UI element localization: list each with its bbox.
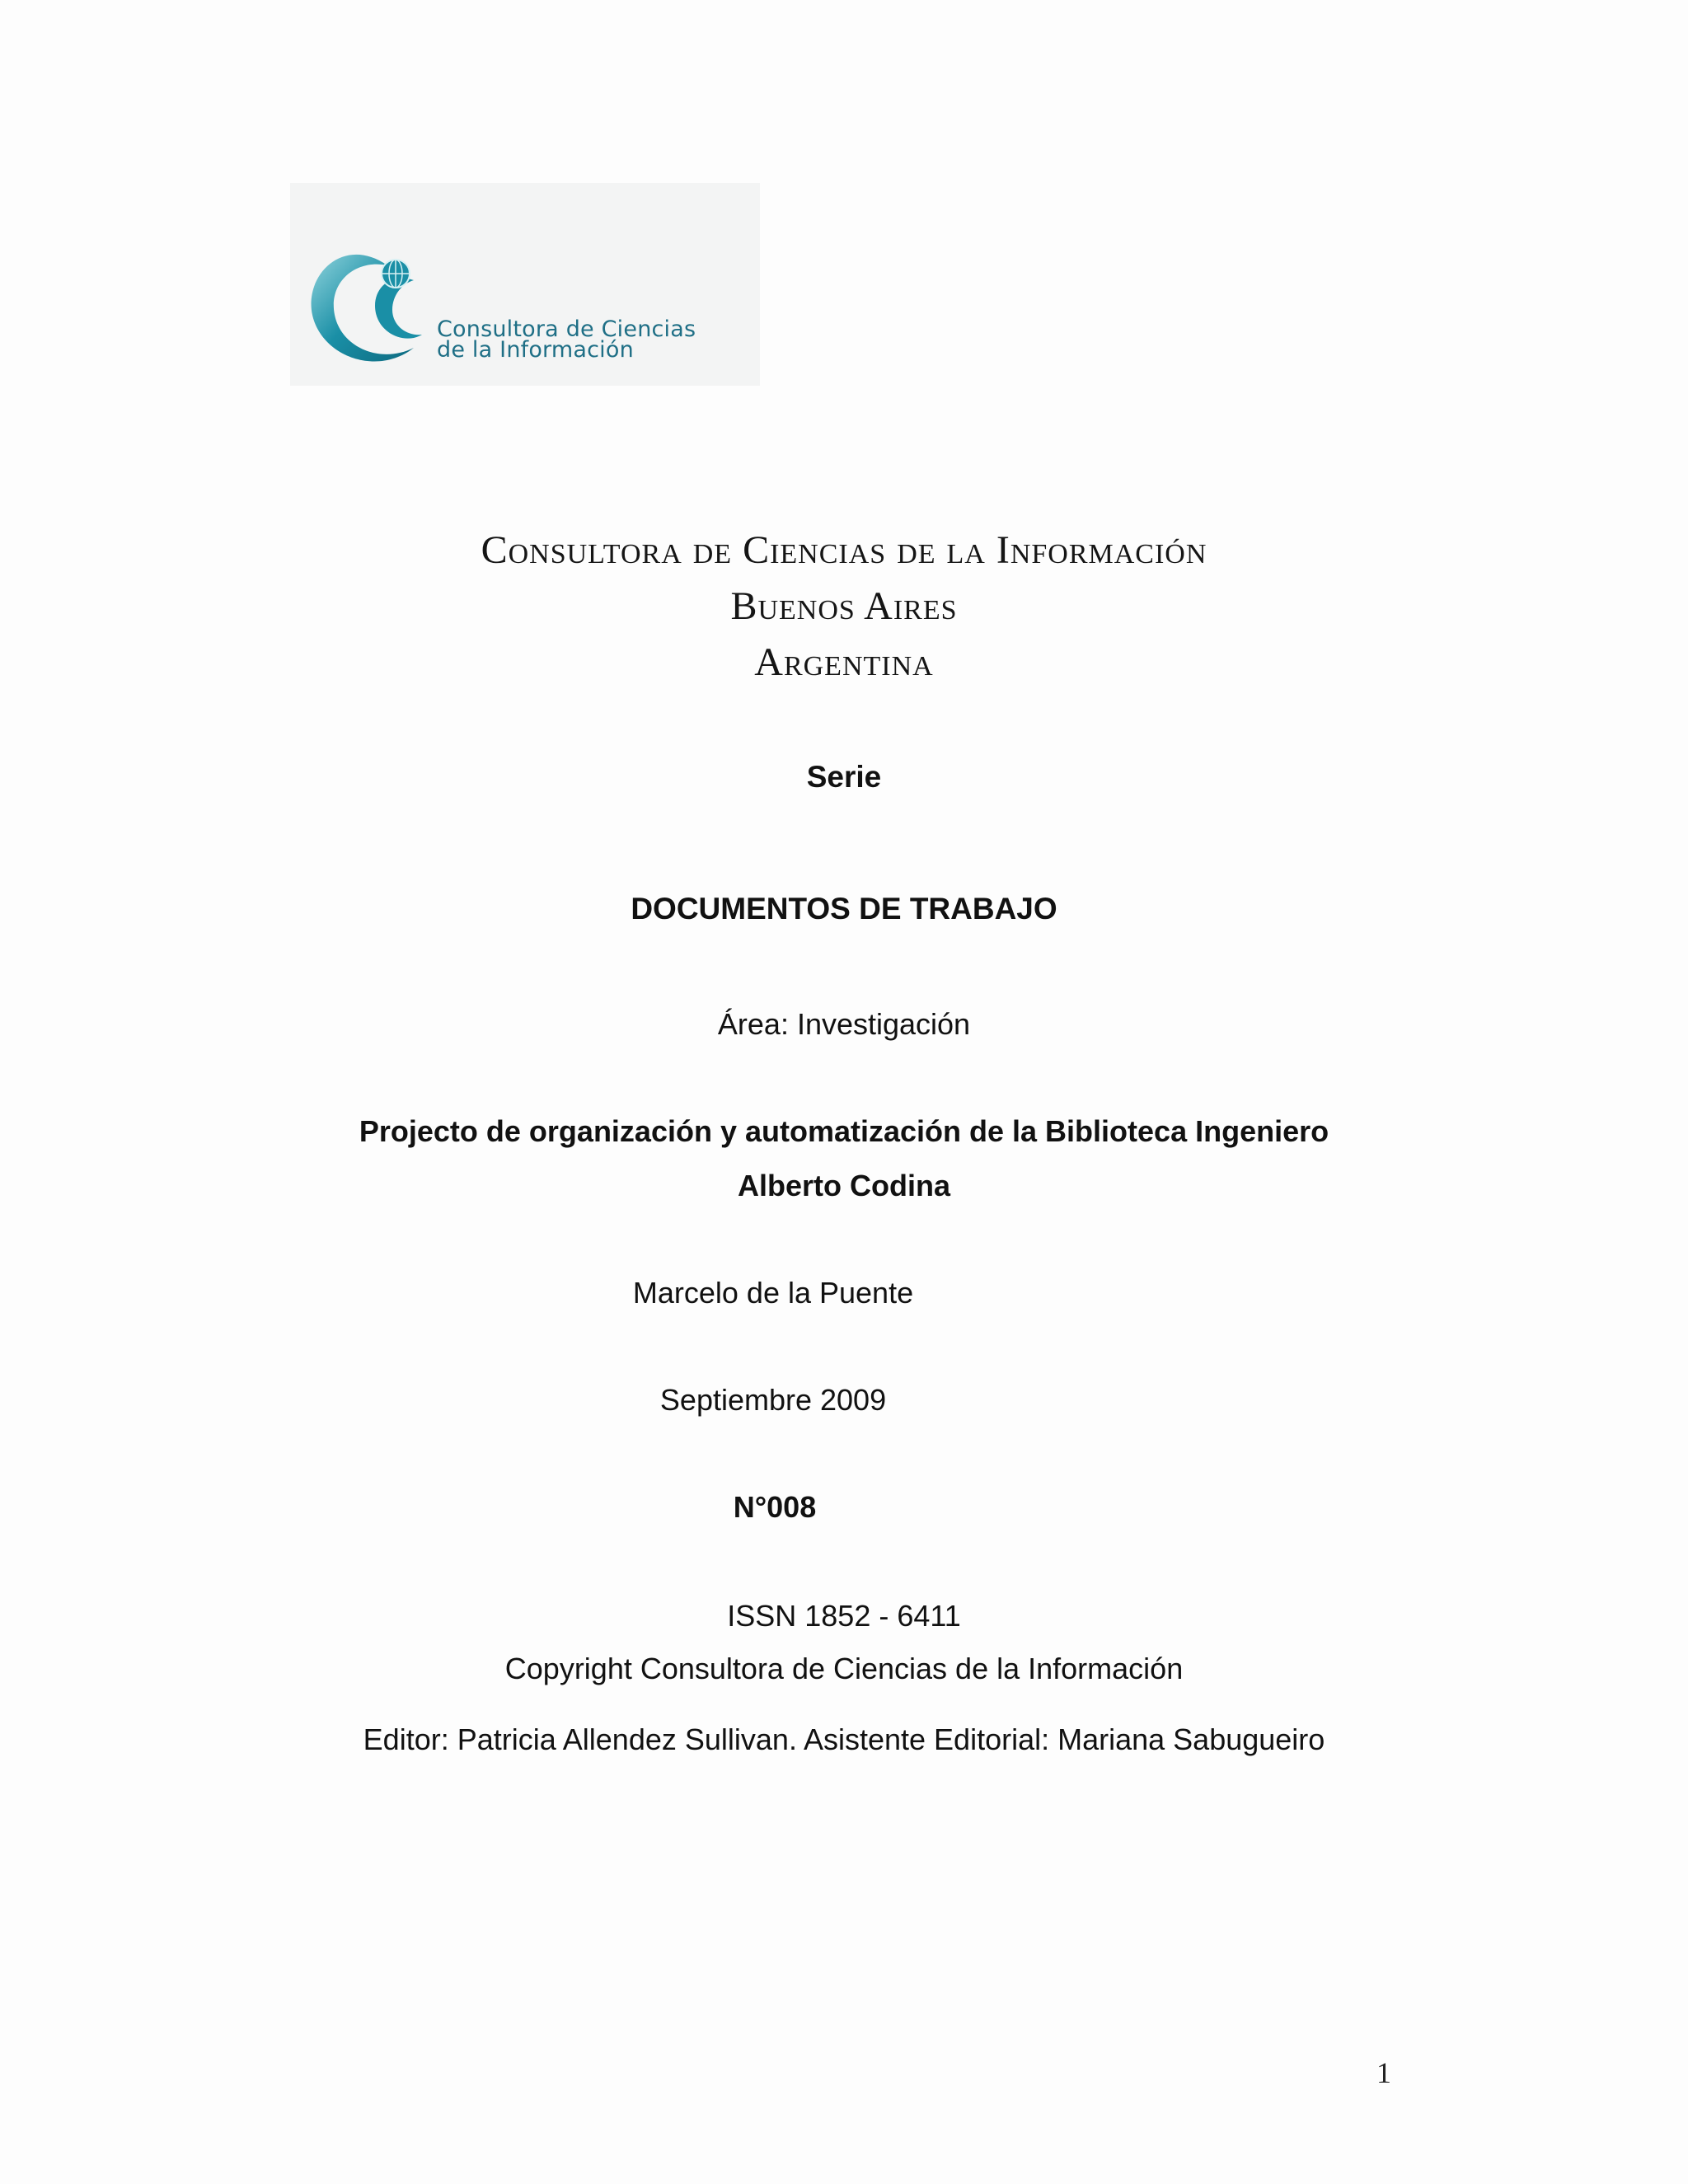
publication-date: Septiembre 2009 — [659, 1383, 887, 1417]
logo-line-2: de la Información — [437, 337, 634, 363]
logo-line-1: Consultora de Ciencias — [437, 316, 696, 342]
logo-wordmark — [437, 316, 696, 363]
editor-credits: Editor: Patricia Allendez Sullivan. Asistente Editorial: Mariana Sabugueiro — [363, 1722, 1325, 1756]
series-title: DOCUMENTOS DE TRABAJO — [631, 892, 1057, 926]
issn: ISSN 1852 - 6411 — [727, 1599, 961, 1633]
issue-number: N°008 — [733, 1490, 817, 1524]
city-heading: Buenos Aires — [730, 584, 958, 628]
copyright: Copyright Consultora de Ciencias de la Información — [504, 1652, 1184, 1685]
country-heading: Argentina — [754, 640, 934, 684]
page-number: 1 — [1376, 2056, 1391, 2089]
author: Marcelo de la Puente — [632, 1276, 914, 1310]
area-line: Área: Investigación — [717, 1007, 971, 1041]
document-title-line-2: Alberto Codina — [738, 1169, 950, 1202]
organization-heading: Consultora de Ciencias de la Información — [481, 528, 1207, 572]
serie-label: Serie — [806, 760, 882, 794]
organization-logo — [290, 183, 760, 386]
document-title-line-1: Projecto de organización y automatización de la Biblioteca Ingeniero — [359, 1114, 1329, 1148]
